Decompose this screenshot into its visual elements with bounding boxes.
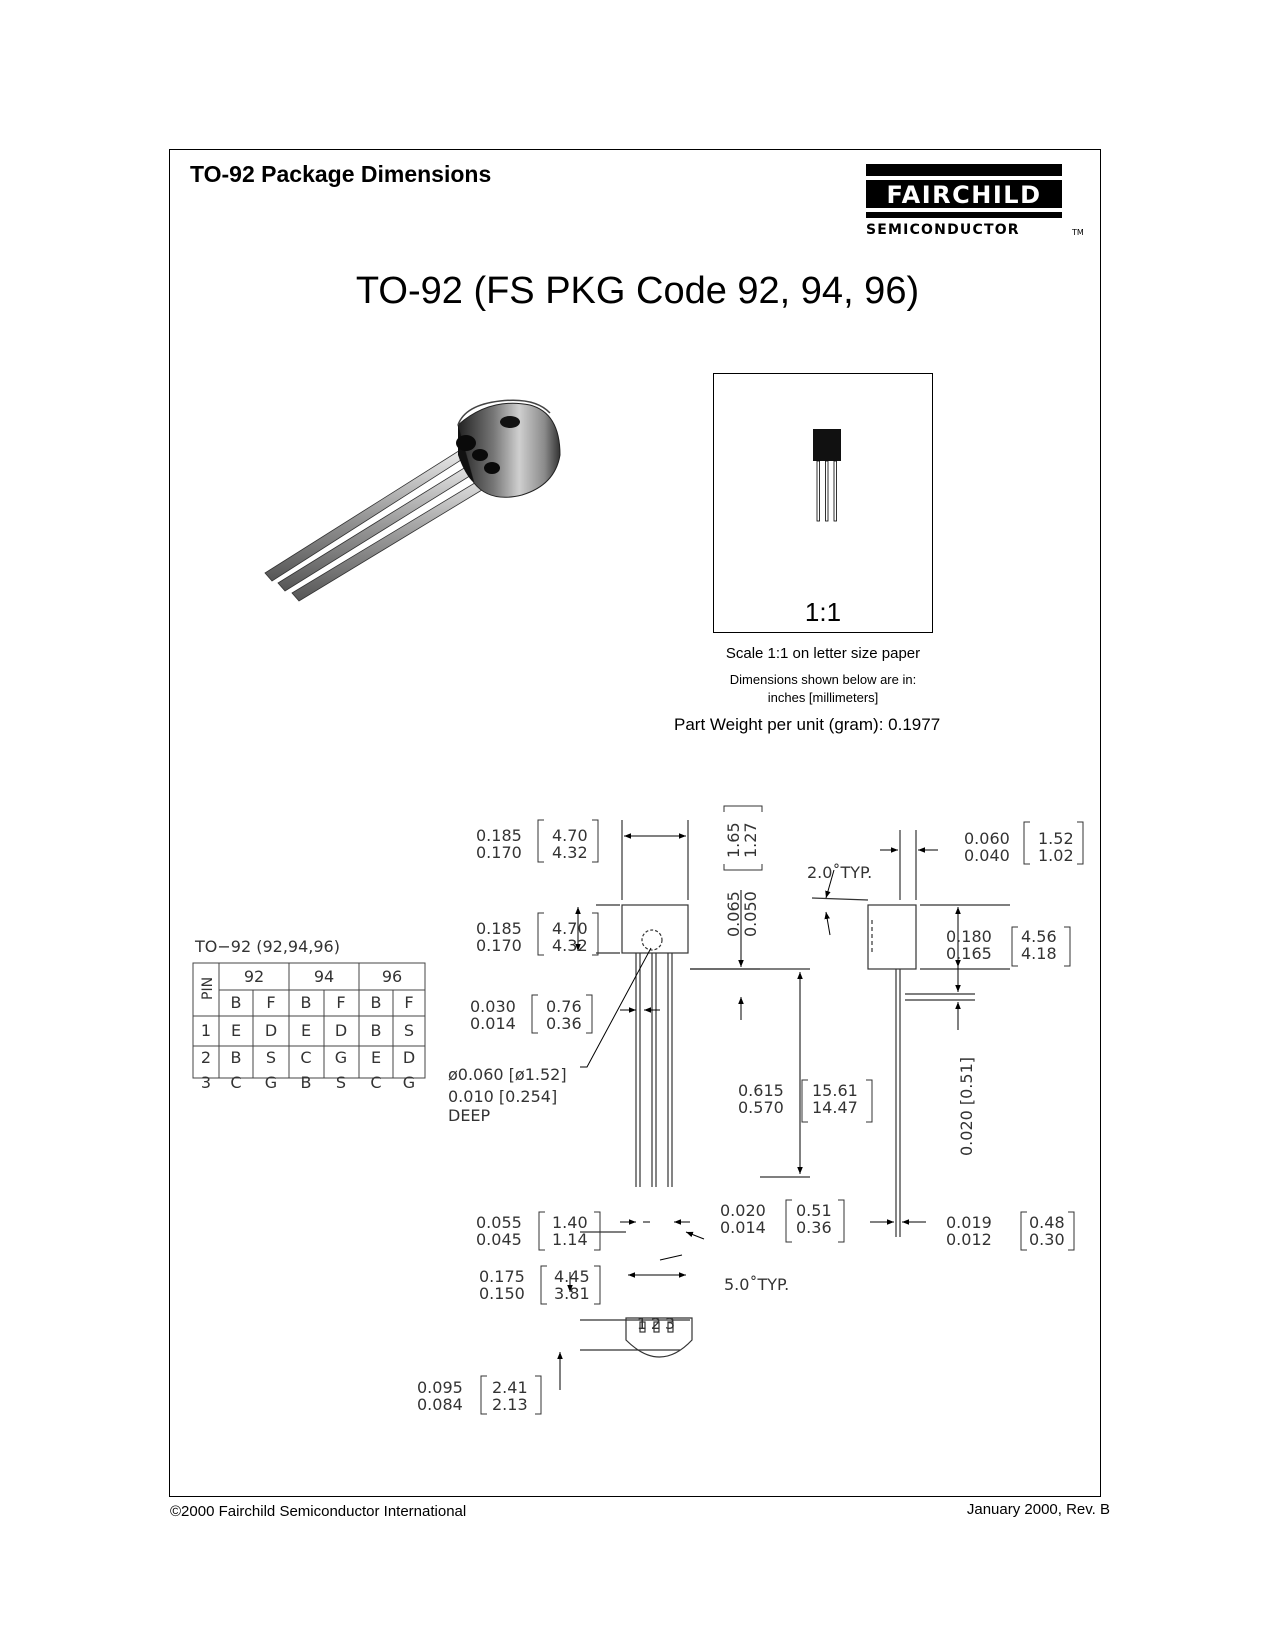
svg-text:0.030: 0.030 [470, 997, 516, 1016]
copyright: ©2000 Fairchild Semiconductor International [170, 1503, 467, 1520]
svg-text:0.185: 0.185 [476, 919, 522, 938]
svg-text:0.570: 0.570 [738, 1098, 784, 1117]
svg-text:F: F [336, 993, 346, 1012]
part-weight: Part Weight per unit (gram): 0.1977 [674, 715, 941, 734]
scale-ratio: 1:1 [804, 597, 842, 627]
svg-text:2.41: 2.41 [492, 1378, 528, 1397]
svg-text:0.76: 0.76 [546, 997, 582, 1016]
dim-side-height [946, 927, 1057, 963]
svg-text:1.40: 1.40 [552, 1213, 588, 1232]
dim-side-thickness [964, 829, 1074, 865]
svg-text:S: S [265, 1048, 277, 1067]
pin-header: PIN [200, 976, 216, 1000]
svg-text:B: B [370, 993, 382, 1012]
main-title: TO-92 (FS PKG Code 92, 94, 96) [355, 270, 920, 312]
revision: January 2000, Rev. B [966, 1501, 1110, 1518]
svg-text:1: 1 [636, 1314, 648, 1333]
svg-text:0.615: 0.615 [738, 1081, 784, 1100]
dim-side-vertical: 0.020 [0.51] [957, 1057, 976, 1156]
svg-text:0.084: 0.084 [417, 1395, 463, 1414]
svg-text:DEEP: DEEP [448, 1106, 491, 1125]
dim-body-height [476, 919, 588, 955]
scale-note: Scale 1:1 on letter size paper [725, 645, 921, 662]
svg-text:0.014: 0.014 [720, 1218, 766, 1237]
svg-text:0.055: 0.055 [476, 1213, 522, 1232]
svg-text:0.180: 0.180 [946, 927, 992, 946]
svg-text:0.065: 0.065 [724, 891, 743, 937]
svg-text:E: E [370, 1048, 382, 1067]
svg-text:14.47: 14.47 [812, 1098, 858, 1117]
svg-text:C: C [230, 1073, 242, 1092]
angle-top: 2.0˚TYP. [807, 863, 873, 882]
svg-text:0.060: 0.060 [964, 829, 1010, 848]
svg-text:3: 3 [664, 1314, 676, 1333]
svg-text:3.81: 3.81 [554, 1284, 590, 1303]
dim-bottom-height [417, 1378, 528, 1414]
svg-text:D: D [334, 1021, 348, 1040]
dim-lead-length [738, 1081, 858, 1117]
pin-table-title: TO−92 (92,94,96) [195, 937, 340, 956]
svg-text:0.010 [0.254]: 0.010 [0.254] [448, 1087, 558, 1106]
dimensions-note-line2: inches [millimeters] [767, 690, 879, 705]
svg-text:2.13: 2.13 [492, 1395, 528, 1414]
code-94: 94 [313, 967, 335, 986]
svg-text:0.51: 0.51 [796, 1201, 832, 1220]
svg-text:4.70: 4.70 [552, 826, 588, 845]
svg-text:0.165: 0.165 [946, 944, 992, 963]
svg-text:B: B [300, 1073, 312, 1092]
logo-word: FAIRCHILD [886, 181, 1042, 209]
table-row [201, 1073, 415, 1092]
dim-lead-width [470, 997, 582, 1033]
table-row [201, 1048, 415, 1067]
dim-span [479, 1267, 590, 1303]
svg-text:0.170: 0.170 [476, 843, 522, 862]
svg-text:0.014: 0.014 [470, 1014, 516, 1033]
svg-text:4.56: 4.56 [1021, 927, 1057, 946]
svg-text:15.61: 15.61 [812, 1081, 858, 1100]
logo-tm: TM [1072, 228, 1084, 237]
pin-numbers [637, 1314, 675, 1333]
code-92: 92 [243, 967, 265, 986]
pin-table [193, 937, 425, 1092]
svg-text:C: C [300, 1048, 312, 1067]
dim-lead-thickness [720, 1201, 832, 1237]
code-96: 96 [381, 967, 403, 986]
svg-text:G: G [334, 1048, 348, 1067]
svg-text:4.45: 4.45 [554, 1267, 590, 1286]
svg-text:F: F [404, 993, 414, 1012]
svg-text:0.175: 0.175 [479, 1267, 525, 1286]
svg-text:4.32: 4.32 [552, 843, 588, 862]
svg-text:D: D [402, 1048, 416, 1067]
svg-text:G: G [264, 1073, 278, 1092]
svg-text:2: 2 [650, 1314, 662, 1333]
svg-text:D: D [264, 1021, 278, 1040]
svg-text:B: B [230, 1048, 242, 1067]
svg-text:0.30: 0.30 [1029, 1230, 1065, 1249]
svg-text:C: C [370, 1073, 382, 1092]
dimensions-note-line1: Dimensions shown below are in: [729, 672, 917, 687]
svg-text:E: E [300, 1021, 312, 1040]
svg-text:1: 1 [200, 1021, 212, 1040]
svg-text:B: B [370, 1021, 382, 1040]
svg-text:1.02: 1.02 [1038, 846, 1074, 865]
svg-text:3: 3 [200, 1073, 212, 1092]
svg-text:0.045: 0.045 [476, 1230, 522, 1249]
svg-text:0.020: 0.020 [720, 1201, 766, 1220]
angle-bottom: 5.0˚TYP. [724, 1275, 790, 1294]
svg-text:0.170: 0.170 [476, 936, 522, 955]
table-row [201, 1021, 414, 1040]
svg-text:G: G [402, 1073, 416, 1092]
svg-text:1.65: 1.65 [724, 822, 743, 858]
svg-text:0.019: 0.019 [946, 1213, 992, 1232]
dim-top-vertical [724, 822, 760, 937]
svg-text:4.18: 4.18 [1021, 944, 1057, 963]
dim-pitch [476, 1213, 588, 1249]
svg-text:2: 2 [200, 1048, 212, 1067]
svg-text:0.150: 0.150 [479, 1284, 525, 1303]
svg-text:4.70: 4.70 [552, 919, 588, 938]
svg-text:0.012: 0.012 [946, 1230, 992, 1249]
svg-text:B: B [300, 993, 312, 1012]
dim-side-lead [946, 1213, 1065, 1249]
svg-text:0.040: 0.040 [964, 846, 1010, 865]
svg-text:0.185: 0.185 [476, 826, 522, 845]
svg-text:1.52: 1.52 [1038, 829, 1074, 848]
svg-text:0.050: 0.050 [741, 891, 760, 937]
dim-w-top [476, 826, 588, 862]
svg-text:0.095: 0.095 [417, 1378, 463, 1397]
svg-text:1.27: 1.27 [741, 822, 760, 858]
side-view [812, 830, 1010, 1237]
svg-text:0.48: 0.48 [1029, 1213, 1065, 1232]
section-title: TO-92 Package Dimensions [190, 161, 492, 187]
logo-subword: SEMICONDUCTOR [866, 222, 1020, 238]
svg-text:S: S [403, 1021, 415, 1040]
svg-text:4.32: 4.32 [552, 936, 588, 955]
svg-text:ø0.060 [ø1.52]: ø0.060 [ø1.52] [448, 1065, 567, 1084]
svg-text:B: B [230, 993, 242, 1012]
svg-text:F: F [266, 993, 276, 1012]
svg-text:1.14: 1.14 [552, 1230, 588, 1249]
svg-text:S: S [335, 1073, 347, 1092]
svg-text:0.36: 0.36 [546, 1014, 582, 1033]
svg-text:E: E [230, 1021, 242, 1040]
dim-hole [448, 1065, 567, 1125]
svg-text:0.36: 0.36 [796, 1218, 832, 1237]
